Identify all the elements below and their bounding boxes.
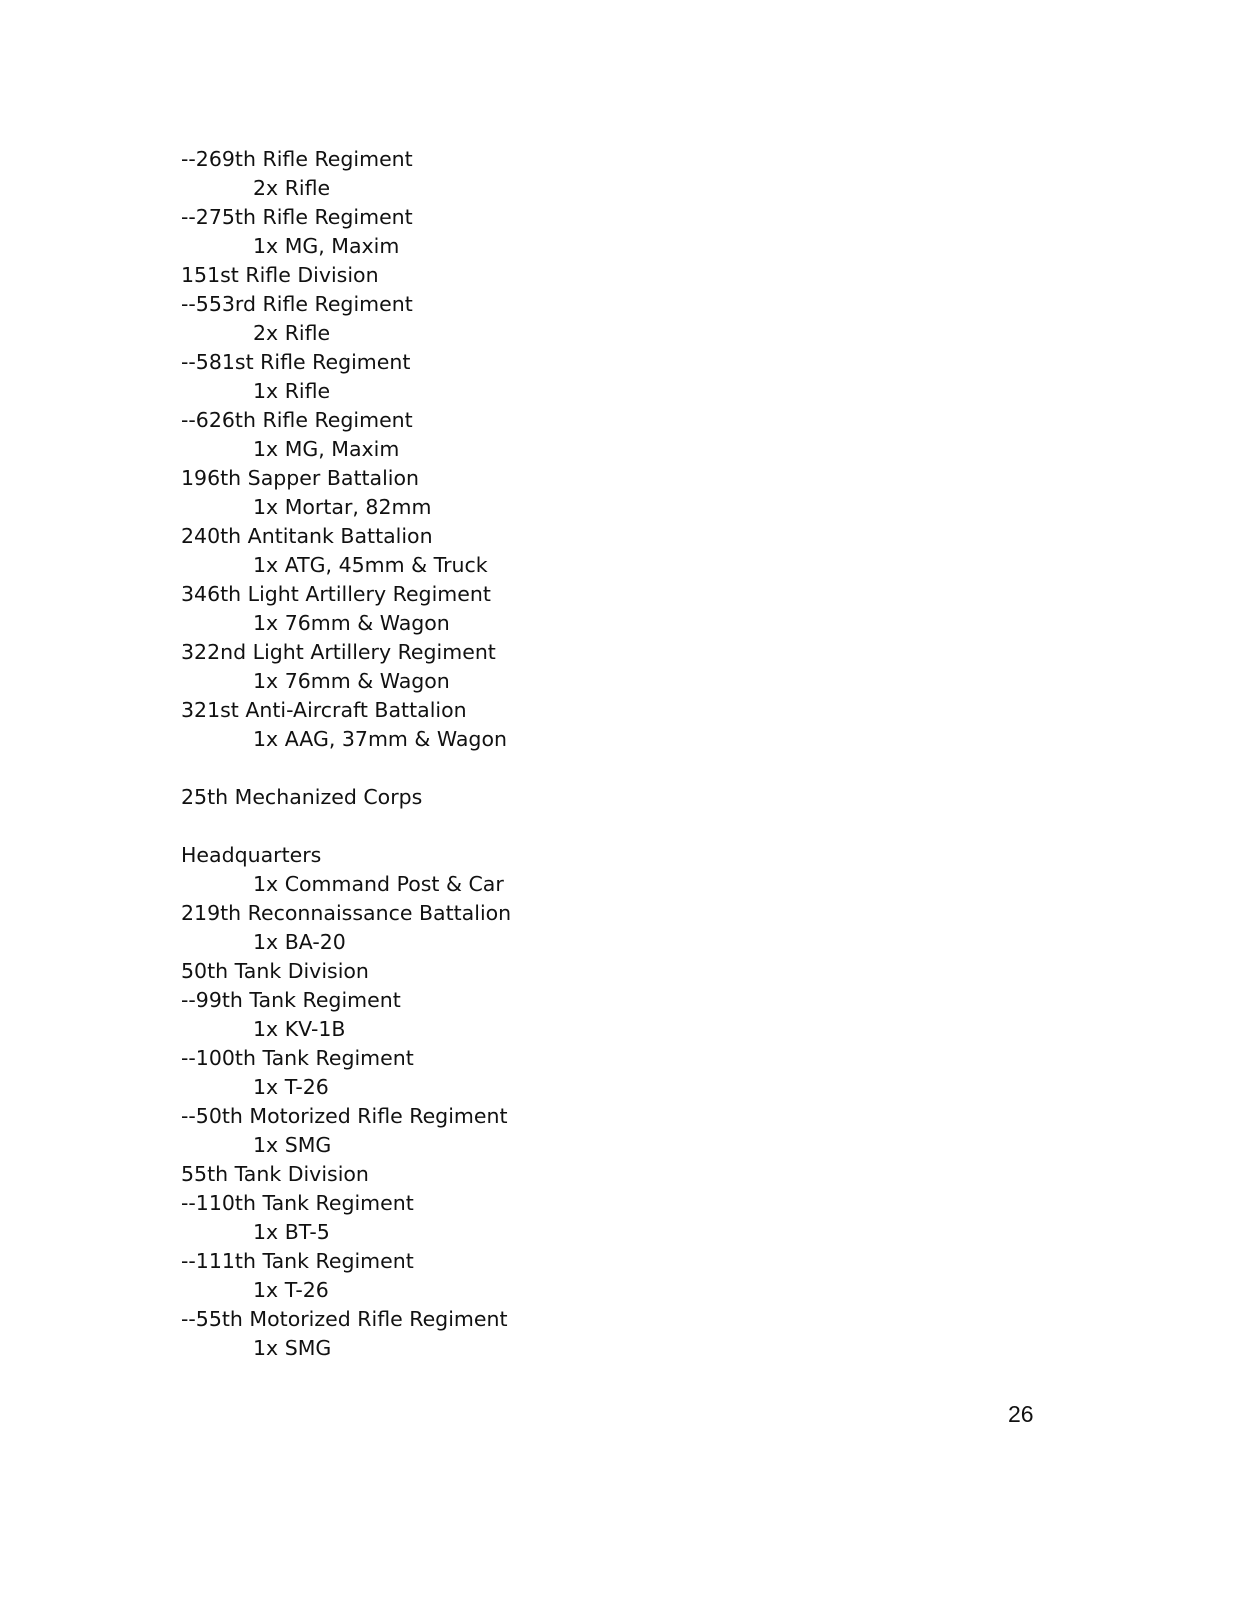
unit-line: Headquarters [181, 843, 322, 867]
equipment-line: 1x ATG, 45mm & Truck [253, 553, 488, 577]
unit-line: 346th Light Artillery Regiment [181, 582, 491, 606]
equipment-line: 1x MG, Maxim [253, 234, 400, 258]
order-of-battle-list [181, 145, 1081, 1363]
unit-line: --110th Tank Regiment [181, 1191, 414, 1215]
unit-line: --269th Rifle Regiment [181, 147, 413, 171]
unit-line: --99th Tank Regiment [181, 988, 401, 1012]
equipment-line: 1x SMG [253, 1133, 332, 1157]
blank-line [181, 754, 1081, 783]
unit-line: 219th Reconnaissance Battalion [181, 901, 512, 925]
unit-line: --275th Rifle Regiment [181, 205, 413, 229]
equipment-line: 1x 76mm & Wagon [253, 669, 450, 693]
unit-line: --100th Tank Regiment [181, 1046, 414, 1070]
page-number: 26 [1008, 1401, 1034, 1427]
unit-line: --581st Rifle Regiment [181, 350, 411, 374]
equipment-line: 1x T-26 [253, 1075, 329, 1099]
unit-line: 322nd Light Artillery Regiment [181, 640, 496, 664]
equipment-line: 1x Command Post & Car [253, 872, 504, 896]
equipment-line: 1x KV-1B [253, 1017, 346, 1041]
unit-line: 50th Tank Division [181, 959, 369, 983]
unit-line: --553rd Rifle Regiment [181, 292, 413, 316]
unit-line: 321st Anti-Aircraft Battalion [181, 698, 467, 722]
equipment-line: 1x T-26 [253, 1278, 329, 1302]
unit-line: --50th Motorized Rifle Regiment [181, 1104, 508, 1128]
equipment-line: 1x BA-20 [253, 930, 346, 954]
unit-line: --55th Motorized Rifle Regiment [181, 1307, 508, 1331]
unit-line: --626th Rifle Regiment [181, 408, 413, 432]
unit-line: 196th Sapper Battalion [181, 466, 420, 490]
unit-line: --111th Tank Regiment [181, 1249, 414, 1273]
unit-line: 151st Rifle Division [181, 263, 379, 287]
equipment-line: 2x Rifle [253, 176, 331, 200]
unit-line: 25th Mechanized Corps [181, 785, 423, 809]
equipment-line: 1x SMG [253, 1336, 332, 1360]
equipment-line: 1x 76mm & Wagon [253, 611, 450, 635]
equipment-line: 2x Rifle [253, 321, 331, 345]
unit-line: 55th Tank Division [181, 1162, 369, 1186]
equipment-line: 1x Mortar, 82mm [253, 495, 432, 519]
unit-line: 240th Antitank Battalion [181, 524, 433, 548]
equipment-line: 1x BT-5 [253, 1220, 330, 1244]
equipment-line: 1x MG, Maxim [253, 437, 400, 461]
equipment-line: 1x Rifle [253, 379, 331, 403]
blank-line [181, 812, 1081, 841]
equipment-line: 1x AAG, 37mm & Wagon [253, 727, 507, 751]
